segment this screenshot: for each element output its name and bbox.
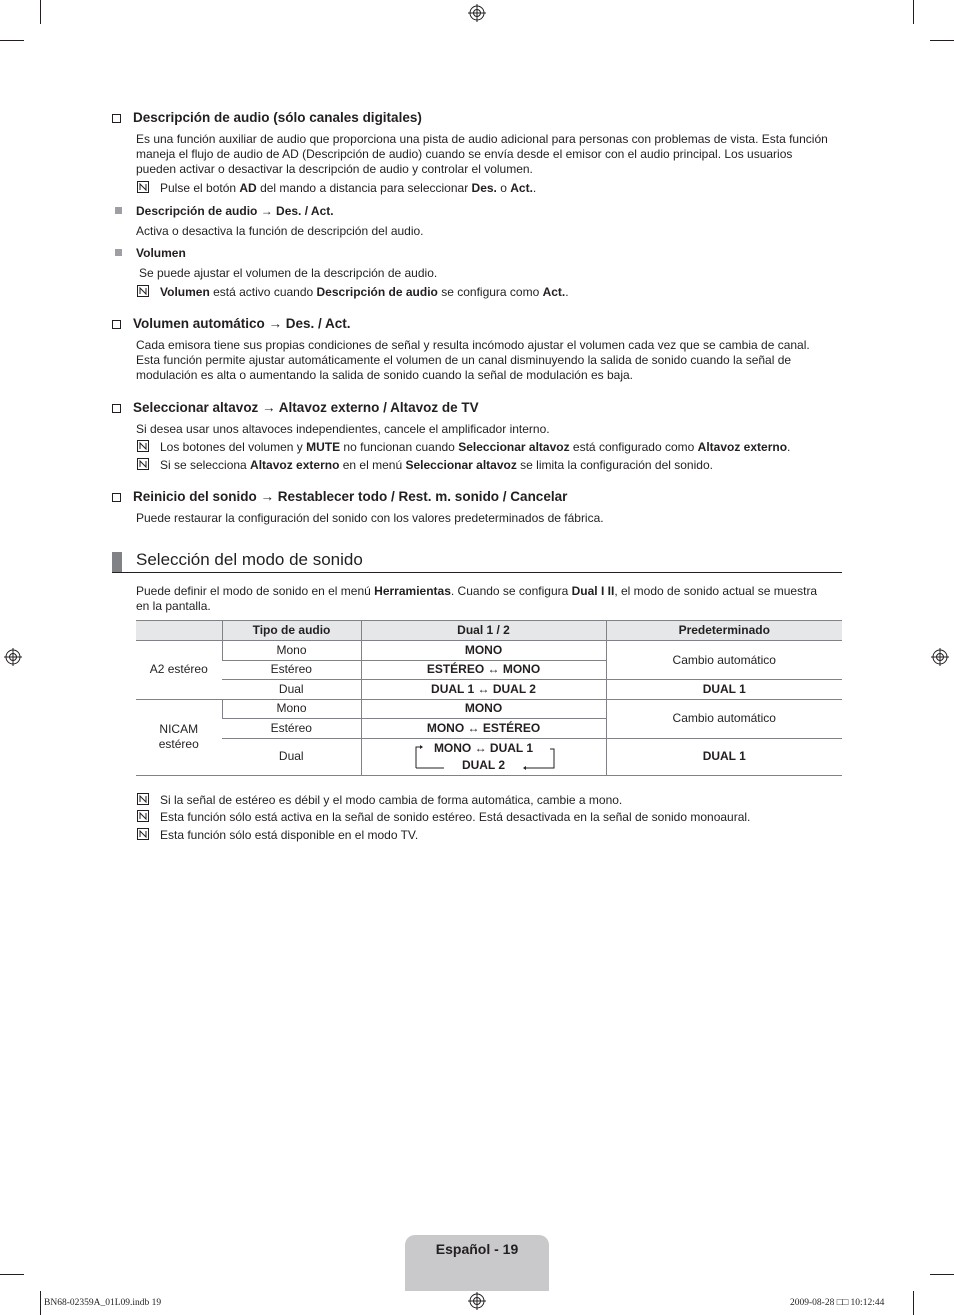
section-heading: Volumen automático → Des. / Act. [112,316,351,332]
section-heading: Reinicio del sonido → Restablecer todo / Rest. m. sonido / Cancelar [112,489,567,505]
crop-mark [930,1274,954,1275]
sound-mode-table [136,620,842,776]
table-cell: ESTÉREO ↔ MONO [361,660,606,680]
table-cell: Cambio automático [606,641,842,680]
note-text: Esta función sólo está activa en la señal de sonido estéreo. Está desactivada en la señal de sonido monoaural. [160,810,751,824]
subsection-heading: Descripción de audio → Des. / Act. [136,204,334,218]
table-cell: MONO [361,699,606,719]
table-cell: Cambio automático [606,699,842,738]
title-rule [112,572,842,573]
checkbox-bullet-icon [112,493,121,502]
table-header [136,621,222,641]
registration-mark-icon [468,1292,486,1310]
table-cell: Dual [222,738,361,775]
group-label: NICAM estéreo [136,699,222,775]
crop-mark [40,0,41,24]
paragraph: Si desea usar unos altavoces independientes, cancele el amplificador interno. [136,422,550,436]
table-header: Dual 1 / 2 [361,621,606,641]
square-bullet-icon [115,207,122,214]
paragraph: Activa o desactiva la función de descripción del audio. [136,224,424,238]
table-row [136,641,842,661]
note-text: Esta función sólo está disponible en el modo TV. [160,828,419,842]
note-text: Si la señal de estéreo es débil y el modo cambia de forma automática, cambie a mono. [160,793,623,807]
section-heading: Descripción de audio (sólo canales digitales) [112,110,422,126]
crop-mark [40,1291,41,1315]
checkbox-bullet-icon [112,114,121,123]
table-cell: Mono [222,641,361,661]
table-header-row [136,621,842,641]
table-cell: DUAL 1 [606,680,842,700]
table-cell: DUAL 1 [606,738,842,775]
note-text: Volumen está activo cuando Descripción de audio se configura como Act.. [160,285,569,299]
cycle-arrow-icon [414,743,556,771]
registration-mark-icon [931,648,949,666]
page-title: Selección del modo de sonido [136,550,363,569]
crop-mark [0,1274,24,1275]
table-cell: Mono [222,699,361,719]
checkbox-bullet-icon [112,320,121,329]
table-cell: Estéreo [222,719,361,739]
table-cell: MONO ↔ DUAL 1 DUAL 2 [361,738,606,775]
paragraph: Puede definir el modo de sonido en el menú Herramientas. Cuando se configura Dual I II, el modo de sonido actual se muestra en la pantalla. [136,584,818,613]
registration-mark-icon [4,648,22,666]
section-heading: Seleccionar altavoz → Altavoz externo / Altavoz de TV [112,400,479,416]
table-row [136,699,842,719]
table-header: Predeterminado [606,621,842,641]
table-row [136,680,842,700]
table-cell: MONO ↔ ESTÉREO [361,719,606,739]
crop-mark [913,0,914,24]
paragraph: Se puede ajustar el volumen de la descripción de audio. [139,266,438,280]
page-number: Español - 19 [435,1241,519,1257]
paragraph: Es una función auxiliar de audio que proporciona una pista de audio adicional para personas con problemas de vista. Esta función maneja el flujo de audio de AD (Descripción de audio) cuando se envía desde el emisor con el audio principal. Los usuarios pueden activar o desactivar la descripción de audio y controlar el volumen. [136,132,828,176]
subsection-heading: Volumen [136,246,186,260]
registration-mark-icon [468,4,486,22]
table-cell: MONO [361,641,606,661]
print-slug-right: 2009-08-28 □□ 10:12:44 [790,1298,885,1308]
checkbox-bullet-icon [112,404,121,413]
table-cell: Estéreo [222,660,361,680]
crop-mark [913,1291,914,1315]
crop-mark [0,40,24,41]
group-label: A2 estéreo [136,641,222,700]
title-bar-accent [112,552,122,572]
crop-mark [930,40,954,41]
paragraph: Cada emisora tiene sus propias condiciones de señal y resulta incómodo ajustar el volumen cada vez que se cambia de canal. Esta función permite ajustar automáticamente el volumen de un canal disminuyendo la salida de sonido cuando la señal de modulación es alta o aumentando la salida de sonido cuando la señal de modulación es baja. [136,338,810,382]
note-text: Pulse el botón AD del mando a distancia para seleccionar Des. o Act.. [160,181,537,195]
table-cell: Dual [222,680,361,700]
paragraph: Puede restaurar la configuración del sonido con los valores predeterminados de fábrica. [136,511,604,525]
table-row [136,738,842,775]
note-text: Si se selecciona Altavoz externo en el menú Seleccionar altavoz se limita la configuración del sonido. [160,458,713,472]
table-cell: DUAL 1 ↔ DUAL 2 [361,680,606,700]
square-bullet-icon [115,249,122,256]
note-text: Los botones del volumen y MUTE no funcionan cuando Seleccionar altavoz está configurado como Altavoz externo. [160,440,791,454]
table-header: Tipo de audio [222,621,361,641]
print-slug-left: BN68-02359A_01L09.indb 19 [44,1298,162,1308]
